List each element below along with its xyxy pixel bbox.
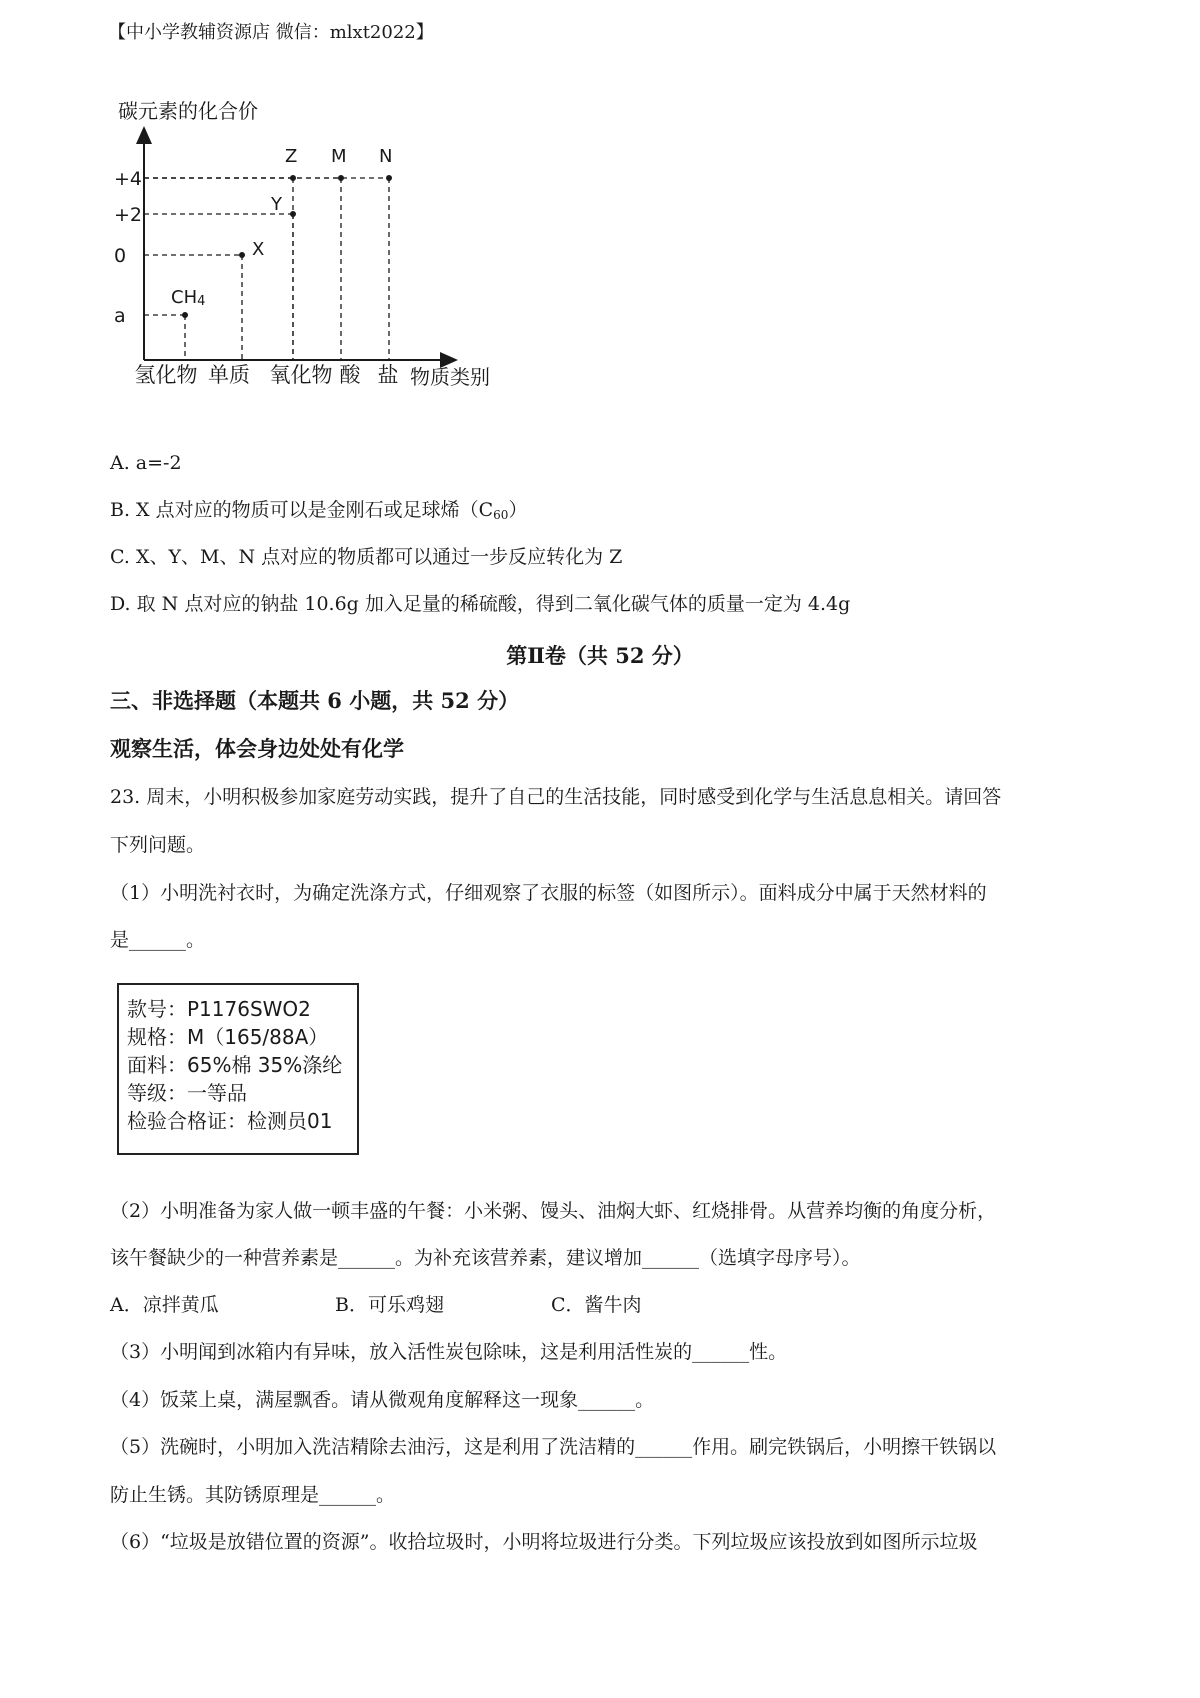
- point-label: N: [379, 146, 393, 167]
- point-ch4: [182, 312, 188, 318]
- y-tick-label: +2: [114, 204, 143, 226]
- point-label: Z: [285, 146, 298, 167]
- q23-part6: （6）“垃圾是放错位置的资源”。收拾垃圾时，小明将垃圾进行分类。下列垃圾应该投放到如图所示垃圾: [110, 1531, 978, 1553]
- x-category-label: 氢化物: [134, 363, 198, 387]
- q23-part1-line1: （1）小明洗衬衣时，为确定洗涤方式，仔细观察了衣服的标签（如图所示）。面料成分中属于天然材料的: [110, 882, 987, 904]
- volume-title: 第Ⅱ卷（共 52 分）: [506, 643, 694, 668]
- point-label: M: [331, 146, 347, 167]
- y-tick-label: +4: [114, 168, 143, 190]
- point-x: [239, 252, 245, 258]
- x-category-label: 单质: [208, 363, 250, 387]
- tag-fabric: 面料：65%棉 35%涤纶: [127, 1053, 343, 1077]
- tag-grade: 等级：一等品: [127, 1081, 247, 1105]
- y-tick-label: a: [114, 305, 126, 327]
- option-a: A. a=-2: [110, 452, 182, 474]
- point-m: [338, 175, 344, 181]
- option-b-close: ）: [508, 499, 528, 521]
- option-d: D. 取 N 点对应的钠盐 10.6g 加入足量的稀硫酸，得到二氧化碳气体的质量一定为 4.4g: [110, 593, 851, 615]
- q23-part3: （3）小明闻到冰箱内有异味，放入活性炭包除味，这是利用活性炭的______性。: [110, 1341, 788, 1363]
- option-b: [110, 499, 527, 522]
- q23-part1-line2: 是______。: [110, 929, 206, 951]
- choice-b: B．可乐鸡翅: [335, 1294, 444, 1316]
- part-title: 三、非选择题（本题共 6 小题，共 52 分）: [110, 688, 520, 713]
- q23-stem-line2: 下列问题。: [110, 834, 206, 856]
- y-tick-label: 0: [114, 245, 127, 267]
- q23-stem-line1: 23. 周末，小明积极参加家庭劳动实践，提升了自己的生活技能，同时感受到化学与生活息息相关。请回答: [110, 786, 1002, 808]
- point-label: Y: [271, 194, 282, 215]
- choice-c: C．酱牛肉: [551, 1294, 642, 1316]
- clothing-tag: [117, 983, 359, 1155]
- x-category-label: 酸: [339, 363, 361, 387]
- point-y: [290, 211, 296, 217]
- option-b-text: B. X 点对应的物质可以是金刚石或足球烯（C: [110, 499, 494, 521]
- tag-size: 规格：M（165/88A）: [127, 1025, 329, 1049]
- chart-xlabel: 物质类别: [410, 365, 490, 389]
- page-header: 【中小学教辅资源店 微信：mlxt2022】: [108, 22, 434, 43]
- carbon-valence-chart: [110, 100, 530, 400]
- chart-ylabel: 碳元素的化合价: [118, 100, 258, 123]
- x-category-label: 氧化物: [269, 363, 333, 387]
- q23-part5-line2: 防止生锈。其防锈原理是______。: [110, 1484, 396, 1506]
- q23-part4: （4）饭菜上桌，满屋飘香。请从微观角度解释这一现象______。: [110, 1389, 655, 1411]
- section-theme: 观察生活，体会身边处处有化学: [110, 736, 404, 761]
- point-label: CH4: [171, 287, 206, 309]
- point-label: X: [252, 239, 265, 260]
- point-n: [386, 175, 392, 181]
- choice-a: A．凉拌黄瓜: [110, 1294, 219, 1316]
- option-b-subscript: 60: [493, 508, 509, 522]
- tag-style-no: 款号：P1176SWO2: [127, 997, 311, 1021]
- tag-inspector: 检验合格证：检测员01: [127, 1109, 333, 1133]
- x-category-label: 盐: [377, 363, 399, 387]
- q23-part5-line1: （5）洗碗时，小明加入洗洁精除去油污，这是利用了洗洁精的______作用。刷完铁锅后，小明擦干铁锅以: [110, 1436, 997, 1458]
- option-c: C. X、Y、M、N 点对应的物质都可以通过一步反应转化为 Z: [110, 546, 623, 568]
- point-z: [290, 175, 296, 181]
- q23-part2-line1: （2）小明准备为家人做一顿丰盛的午餐：小米粥、馒头、油焖大虾、红烧排骨。从营养均衡的角度分析，: [110, 1200, 997, 1222]
- q23-part2-line2: 该午餐缺少的一种营养素是______。为补充该营养素，建议增加______（选填字母序号）。: [110, 1247, 861, 1269]
